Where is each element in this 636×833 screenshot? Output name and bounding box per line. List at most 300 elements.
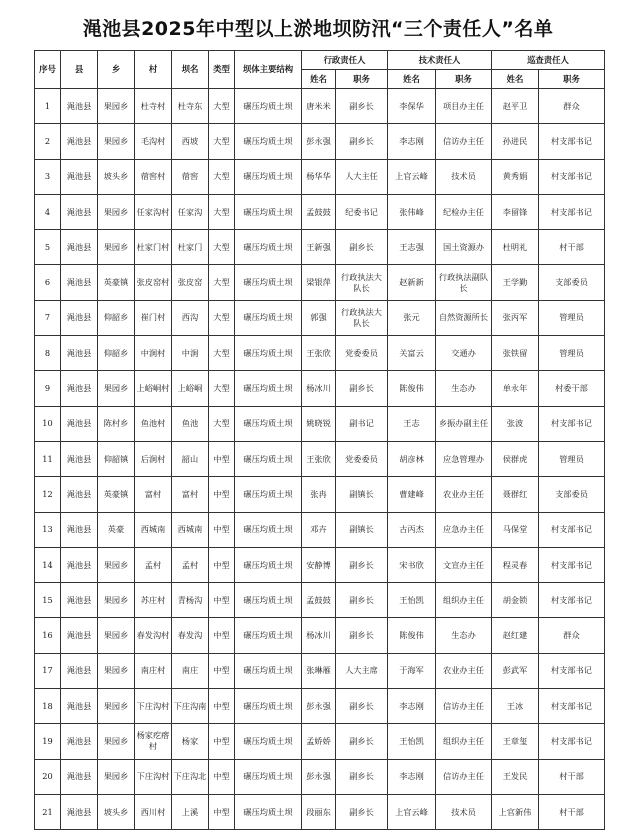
- cell-structure: 碾压均质土坝: [235, 547, 302, 582]
- cell-seq: 18: [35, 689, 61, 724]
- cell-tech-duty: 项目办主任: [436, 89, 492, 124]
- cell-tech-duty: 应急办主任: [436, 512, 492, 547]
- cell-tech-name: 宋书欣: [388, 547, 436, 582]
- cell-admin-duty: 副乡长: [336, 230, 388, 265]
- cell-seq: 1: [35, 89, 61, 124]
- cell-type: 中型: [209, 441, 235, 476]
- cell-admin-duty: 副乡长: [336, 689, 388, 724]
- cell-township: 果园乡: [98, 724, 135, 759]
- cell-type: 中型: [209, 618, 235, 653]
- cell-admin-name: 杨华华: [302, 159, 336, 194]
- cell-type: 大型: [209, 265, 235, 300]
- cell-seq: 14: [35, 547, 61, 582]
- header-village: 村: [135, 51, 172, 89]
- cell-township: 英豪镇: [98, 265, 135, 300]
- header-admin-name: 姓名: [302, 70, 336, 89]
- cell-admin-duty: 副乡长: [336, 89, 388, 124]
- cell-admin-name: 王张欣: [302, 441, 336, 476]
- cell-tech-duty: 农业办主任: [436, 477, 492, 512]
- cell-admin-name: 王新强: [302, 230, 336, 265]
- cell-seq: 9: [35, 371, 61, 406]
- cell-village: 杨家疙瘩村: [135, 724, 172, 759]
- cell-patrol-duty: 村支部书记: [539, 724, 605, 759]
- cell-admin-duty: 党委委员: [336, 336, 388, 371]
- cell-tech-name: 曹建峰: [388, 477, 436, 512]
- table-row: [35, 477, 605, 512]
- cell-tech-duty: 文宣办主任: [436, 547, 492, 582]
- cell-admin-duty: 副乡长: [336, 794, 388, 829]
- cell-seq: 19: [35, 724, 61, 759]
- cell-admin-name: 孟鼓鼓: [302, 194, 336, 229]
- cell-admin-name: 杨冰川: [302, 371, 336, 406]
- cell-admin-duty: 副乡长: [336, 618, 388, 653]
- cell-dam-name: 西城南: [172, 512, 209, 547]
- cell-admin-duty: 副乡长: [336, 724, 388, 759]
- cell-dam-name: 下庄沟北: [172, 759, 209, 794]
- cell-county: 渑池县: [61, 336, 98, 371]
- cell-structure: 碾压均质土坝: [235, 689, 302, 724]
- cell-patrol-duty: 村支部书记: [539, 583, 605, 618]
- cell-patrol-duty: 管理员: [539, 300, 605, 335]
- cell-village: 后涧村: [135, 441, 172, 476]
- cell-patrol-name: 马保堂: [492, 512, 539, 547]
- cell-seq: 2: [35, 124, 61, 159]
- cell-village: 崔门村: [135, 300, 172, 335]
- cell-county: 渑池县: [61, 194, 98, 229]
- cell-village: 孟村: [135, 547, 172, 582]
- cell-admin-duty: 纪委书记: [336, 194, 388, 229]
- cell-type: 中型: [209, 653, 235, 688]
- table-row: [35, 124, 605, 159]
- cell-admin-name: 姚晓锐: [302, 406, 336, 441]
- cell-patrol-duty: 村支部书记: [539, 159, 605, 194]
- cell-admin-name: 张琳雁: [302, 653, 336, 688]
- cell-tech-name: 李志刚: [388, 759, 436, 794]
- cell-structure: 碾压均质土坝: [235, 477, 302, 512]
- cell-tech-duty: 信访办主任: [436, 759, 492, 794]
- cell-type: 中型: [209, 724, 235, 759]
- cell-township: 坡头乡: [98, 159, 135, 194]
- cell-village: 鱼池村: [135, 406, 172, 441]
- table-row: [35, 230, 605, 265]
- cell-patrol-duty: 群众: [539, 89, 605, 124]
- cell-type: 中型: [209, 477, 235, 512]
- cell-seq: 5: [35, 230, 61, 265]
- cell-admin-duty: 副乡长: [336, 124, 388, 159]
- cell-patrol-duty: 支部委员: [539, 477, 605, 512]
- cell-village: 西川村: [135, 794, 172, 829]
- cell-patrol-name: 李留锋: [492, 194, 539, 229]
- table-row: [35, 724, 605, 759]
- cell-admin-name: 彭永强: [302, 759, 336, 794]
- cell-patrol-name: 赵红建: [492, 618, 539, 653]
- cell-admin-name: 杨冰川: [302, 618, 336, 653]
- cell-township: 果园乡: [98, 371, 135, 406]
- cell-structure: 碾压均质土坝: [235, 124, 302, 159]
- header-dam-name: 坝名: [172, 51, 209, 89]
- cell-type: 大型: [209, 230, 235, 265]
- cell-patrol-name: 赵平卫: [492, 89, 539, 124]
- cell-type: 中型: [209, 512, 235, 547]
- cell-township: 果园乡: [98, 547, 135, 582]
- cell-village: 任家沟村: [135, 194, 172, 229]
- cell-county: 渑池县: [61, 89, 98, 124]
- cell-type: 大型: [209, 336, 235, 371]
- cell-township: 果园乡: [98, 653, 135, 688]
- cell-tech-name: 张伟峰: [388, 194, 436, 229]
- table-row: [35, 441, 605, 476]
- cell-village: 蓿窖村: [135, 159, 172, 194]
- header-township: 乡: [98, 51, 135, 89]
- cell-township: 果园乡: [98, 689, 135, 724]
- cell-patrol-name: 彭武军: [492, 653, 539, 688]
- cell-county: 渑池县: [61, 300, 98, 335]
- cell-tech-duty: 应急管理办: [436, 441, 492, 476]
- cell-structure: 碾压均质土坝: [235, 371, 302, 406]
- cell-tech-name: 古丙杰: [388, 512, 436, 547]
- cell-dam-name: 杜家门: [172, 230, 209, 265]
- cell-patrol-duty: 村支部书记: [539, 689, 605, 724]
- cell-dam-name: 富村: [172, 477, 209, 512]
- table-body: [35, 89, 605, 830]
- cell-admin-duty: 人大主席: [336, 653, 388, 688]
- cell-dam-name: 西沟: [172, 300, 209, 335]
- cell-admin-duty: 副镇长: [336, 512, 388, 547]
- cell-county: 渑池县: [61, 689, 98, 724]
- cell-tech-duty: 生态办: [436, 618, 492, 653]
- cell-patrol-duty: 支部委员: [539, 265, 605, 300]
- cell-dam-name: 青杨沟: [172, 583, 209, 618]
- cell-admin-name: 郭强: [302, 300, 336, 335]
- cell-tech-name: 王志强: [388, 230, 436, 265]
- cell-type: 大型: [209, 124, 235, 159]
- cell-admin-name: 彭永强: [302, 124, 336, 159]
- page-title: 渑池县2025年中型以上淤地坝防汛“三个责任人”名单: [82, 18, 554, 40]
- cell-tech-duty: 生态办: [436, 371, 492, 406]
- cell-structure: 碾压均质土坝: [235, 336, 302, 371]
- cell-tech-duty: 国土资源办: [436, 230, 492, 265]
- cell-township: 坡头乡: [98, 794, 135, 829]
- cell-dam-name: 韶山: [172, 441, 209, 476]
- cell-type: 中型: [209, 689, 235, 724]
- cell-type: 大型: [209, 371, 235, 406]
- cell-patrol-duty: 村支部书记: [539, 512, 605, 547]
- cell-township: 仰韶乡: [98, 300, 135, 335]
- cell-structure: 碾压均质土坝: [235, 89, 302, 124]
- cell-township: 仰韶镇: [98, 441, 135, 476]
- cell-tech-duty: 农业办主任: [436, 653, 492, 688]
- cell-county: 渑池县: [61, 583, 98, 618]
- cell-village: 上峪峒村: [135, 371, 172, 406]
- cell-township: 果园乡: [98, 618, 135, 653]
- cell-dam-name: 中涧: [172, 336, 209, 371]
- table-row: [35, 159, 605, 194]
- cell-tech-name: 上官云峰: [388, 794, 436, 829]
- cell-seq: 6: [35, 265, 61, 300]
- table-row: [35, 371, 605, 406]
- header-tech-name: 姓名: [388, 70, 436, 89]
- cell-village: 杜寺村: [135, 89, 172, 124]
- cell-patrol-duty: 管理员: [539, 441, 605, 476]
- cell-patrol-name: 孙进民: [492, 124, 539, 159]
- cell-admin-duty: 副乡长: [336, 583, 388, 618]
- cell-township: 果园乡: [98, 230, 135, 265]
- cell-township: 英豪: [98, 512, 135, 547]
- cell-tech-name: 张元: [388, 300, 436, 335]
- cell-patrol-name: 王章玺: [492, 724, 539, 759]
- cell-tech-duty: 信访办主任: [436, 124, 492, 159]
- cell-seq: 21: [35, 794, 61, 829]
- cell-seq: 8: [35, 336, 61, 371]
- cell-admin-duty: 副乡长: [336, 759, 388, 794]
- cell-dam-name: 上溪: [172, 794, 209, 829]
- cell-patrol-duty: 村支部书记: [539, 194, 605, 229]
- cell-type: 中型: [209, 583, 235, 618]
- cell-structure: 碾压均质土坝: [235, 441, 302, 476]
- cell-admin-name: 邓卉: [302, 512, 336, 547]
- table-row: [35, 794, 605, 829]
- cell-admin-name: 孟娇娇: [302, 724, 336, 759]
- cell-tech-duty: 技术员: [436, 159, 492, 194]
- cell-patrol-duty: 村干部: [539, 794, 605, 829]
- cell-village: 毛沟村: [135, 124, 172, 159]
- cell-county: 渑池县: [61, 159, 98, 194]
- table-row: [35, 300, 605, 335]
- cell-patrol-name: 程灵春: [492, 547, 539, 582]
- cell-county: 渑池县: [61, 477, 98, 512]
- cell-admin-duty: 行政执法大队长: [336, 265, 388, 300]
- cell-patrol-name: 王发民: [492, 759, 539, 794]
- cell-admin-duty: 副乡长: [336, 547, 388, 582]
- cell-patrol-name: 上官新伟: [492, 794, 539, 829]
- cell-seq: 4: [35, 194, 61, 229]
- header-patrol-duty: 职务: [539, 70, 605, 89]
- cell-tech-duty: 纪检办主任: [436, 194, 492, 229]
- cell-admin-duty: 副乡长: [336, 371, 388, 406]
- cell-dam-name: 杨家: [172, 724, 209, 759]
- header-type: 类型: [209, 51, 235, 89]
- table-row: [35, 618, 605, 653]
- cell-tech-name: 上官云峰: [388, 159, 436, 194]
- cell-tech-name: 王怡凯: [388, 583, 436, 618]
- cell-structure: 碾压均质土坝: [235, 618, 302, 653]
- cell-township: 果园乡: [98, 124, 135, 159]
- cell-patrol-name: 聂群红: [492, 477, 539, 512]
- cell-village: 下庄沟村: [135, 759, 172, 794]
- cell-patrol-duty: 村支部书记: [539, 406, 605, 441]
- table-row: [35, 653, 605, 688]
- cell-village: 苏庄村: [135, 583, 172, 618]
- cell-structure: 碾压均质土坝: [235, 300, 302, 335]
- cell-seq: 3: [35, 159, 61, 194]
- cell-village: 春发沟村: [135, 618, 172, 653]
- cell-structure: 碾压均质土坝: [235, 406, 302, 441]
- cell-patrol-name: 张丙军: [492, 300, 539, 335]
- cell-tech-name: 陈俊伟: [388, 618, 436, 653]
- cell-structure: 碾压均质土坝: [235, 265, 302, 300]
- cell-county: 渑池县: [61, 547, 98, 582]
- cell-admin-name: 安静博: [302, 547, 336, 582]
- cell-patrol-name: 侯群虎: [492, 441, 539, 476]
- cell-tech-duty: 交通办: [436, 336, 492, 371]
- cell-dam-name: 西坡: [172, 124, 209, 159]
- cell-county: 渑池县: [61, 618, 98, 653]
- cell-county: 渑池县: [61, 371, 98, 406]
- cell-county: 渑池县: [61, 653, 98, 688]
- cell-patrol-duty: 村支部书记: [539, 653, 605, 688]
- cell-structure: 碾压均质土坝: [235, 653, 302, 688]
- cell-tech-duty: 技术员: [436, 794, 492, 829]
- cell-dam-name: 鱼池: [172, 406, 209, 441]
- cell-tech-name: 王怡凯: [388, 724, 436, 759]
- cell-structure: 碾压均质土坝: [235, 230, 302, 265]
- cell-patrol-name: 张铁留: [492, 336, 539, 371]
- cell-dam-name: 张皮窑: [172, 265, 209, 300]
- cell-type: 大型: [209, 300, 235, 335]
- cell-admin-name: 唐米米: [302, 89, 336, 124]
- table-row: [35, 336, 605, 371]
- cell-tech-name: 于海军: [388, 653, 436, 688]
- cell-township: 果园乡: [98, 194, 135, 229]
- cell-structure: 碾压均质土坝: [235, 583, 302, 618]
- header-patrol-group: 巡查责任人: [492, 51, 605, 70]
- cell-tech-duty: 信访办主任: [436, 689, 492, 724]
- cell-patrol-name: 杜明礼: [492, 230, 539, 265]
- cell-admin-name: 张冉: [302, 477, 336, 512]
- cell-dam-name: 上峪峒: [172, 371, 209, 406]
- header-tech-group: 技术责任人: [388, 51, 492, 70]
- cell-county: 渑池县: [61, 124, 98, 159]
- cell-tech-duty: 自然资源所长: [436, 300, 492, 335]
- table-row: [35, 89, 605, 124]
- cell-tech-name: 关富云: [388, 336, 436, 371]
- cell-seq: 10: [35, 406, 61, 441]
- cell-structure: 碾压均质土坝: [235, 194, 302, 229]
- cell-patrol-duty: 管理员: [539, 336, 605, 371]
- cell-patrol-duty: 村干部: [539, 759, 605, 794]
- cell-dam-name: 孟村: [172, 547, 209, 582]
- table-row: [35, 406, 605, 441]
- cell-village: 富村: [135, 477, 172, 512]
- cell-seq: 7: [35, 300, 61, 335]
- cell-tech-name: 李志刚: [388, 124, 436, 159]
- header-row-groups: [35, 51, 605, 70]
- cell-county: 渑池县: [61, 794, 98, 829]
- cell-tech-name: 赵新新: [388, 265, 436, 300]
- cell-structure: 碾压均质土坝: [235, 759, 302, 794]
- cell-admin-duty: 副书记: [336, 406, 388, 441]
- table-row: [35, 583, 605, 618]
- cell-county: 渑池县: [61, 512, 98, 547]
- cell-tech-name: 陈俊伟: [388, 371, 436, 406]
- cell-tech-name: 李保华: [388, 89, 436, 124]
- cell-patrol-duty: 村支部书记: [539, 547, 605, 582]
- cell-tech-duty: 组织办主任: [436, 583, 492, 618]
- cell-patrol-duty: 村委干部: [539, 371, 605, 406]
- cell-seq: 12: [35, 477, 61, 512]
- header-structure: 坝体主要结构: [235, 51, 302, 89]
- cell-admin-name: 孟鼓鼓: [302, 583, 336, 618]
- cell-village: 中涧村: [135, 336, 172, 371]
- table-row: [35, 265, 605, 300]
- cell-admin-name: 彭永强: [302, 689, 336, 724]
- cell-dam-name: 下庄沟南: [172, 689, 209, 724]
- cell-township: 果园乡: [98, 759, 135, 794]
- table-row: [35, 194, 605, 229]
- header-seq: 序号: [35, 51, 61, 89]
- cell-county: 渑池县: [61, 724, 98, 759]
- cell-county: 渑池县: [61, 441, 98, 476]
- cell-tech-duty: 乡振办副主任: [436, 406, 492, 441]
- cell-tech-duty: 行政执法副队长: [436, 265, 492, 300]
- cell-township: 仰韶乡: [98, 336, 135, 371]
- cell-structure: 碾压均质土坝: [235, 159, 302, 194]
- cell-structure: 碾压均质土坝: [235, 512, 302, 547]
- cell-patrol-name: 张波: [492, 406, 539, 441]
- cell-patrol-duty: 村干部: [539, 230, 605, 265]
- cell-type: 大型: [209, 159, 235, 194]
- cell-seq: 17: [35, 653, 61, 688]
- cell-county: 渑池县: [61, 406, 98, 441]
- cell-admin-name: 王张欣: [302, 336, 336, 371]
- cell-admin-duty: 副镇长: [336, 477, 388, 512]
- cell-township: 陈村乡: [98, 406, 135, 441]
- cell-dam-name: 任家沟: [172, 194, 209, 229]
- header-admin-group: 行政责任人: [302, 51, 388, 70]
- header-admin-duty: 职务: [336, 70, 388, 89]
- cell-type: 中型: [209, 547, 235, 582]
- cell-dam-name: 南庄: [172, 653, 209, 688]
- cell-village: 杜家门村: [135, 230, 172, 265]
- cell-admin-name: 梁银萍: [302, 265, 336, 300]
- cell-tech-name: 胡彦林: [388, 441, 436, 476]
- cell-type: 大型: [209, 406, 235, 441]
- cell-tech-name: 李志刚: [388, 689, 436, 724]
- table-row: [35, 512, 605, 547]
- header-patrol-name: 姓名: [492, 70, 539, 89]
- cell-type: 中型: [209, 794, 235, 829]
- cell-dam-name: 春发沟: [172, 618, 209, 653]
- responsibility-table: [34, 50, 605, 830]
- cell-village: 下庄沟村: [135, 689, 172, 724]
- cell-county: 渑池县: [61, 759, 98, 794]
- table-row: [35, 689, 605, 724]
- cell-structure: 碾压均质土坝: [235, 794, 302, 829]
- cell-patrol-name: 王学勤: [492, 265, 539, 300]
- cell-type: 中型: [209, 759, 235, 794]
- cell-admin-duty: 党委委员: [336, 441, 388, 476]
- cell-township: 果园乡: [98, 583, 135, 618]
- cell-patrol-name: 胡金锁: [492, 583, 539, 618]
- cell-village: 南庄村: [135, 653, 172, 688]
- cell-village: 张皮窑村: [135, 265, 172, 300]
- cell-structure: 碾压均质土坝: [235, 724, 302, 759]
- cell-type: 大型: [209, 194, 235, 229]
- cell-seq: 11: [35, 441, 61, 476]
- cell-admin-duty: 行政执法大队长: [336, 300, 388, 335]
- cell-county: 渑池县: [61, 230, 98, 265]
- cell-village: 西城南: [135, 512, 172, 547]
- cell-tech-name: 王志: [388, 406, 436, 441]
- cell-patrol-duty: 群众: [539, 618, 605, 653]
- cell-township: 果园乡: [98, 89, 135, 124]
- cell-patrol-duty: 村支部书记: [539, 124, 605, 159]
- table-row: [35, 759, 605, 794]
- cell-township: 英豪镇: [98, 477, 135, 512]
- cell-seq: 20: [35, 759, 61, 794]
- cell-patrol-name: 单永年: [492, 371, 539, 406]
- cell-county: 渑池县: [61, 265, 98, 300]
